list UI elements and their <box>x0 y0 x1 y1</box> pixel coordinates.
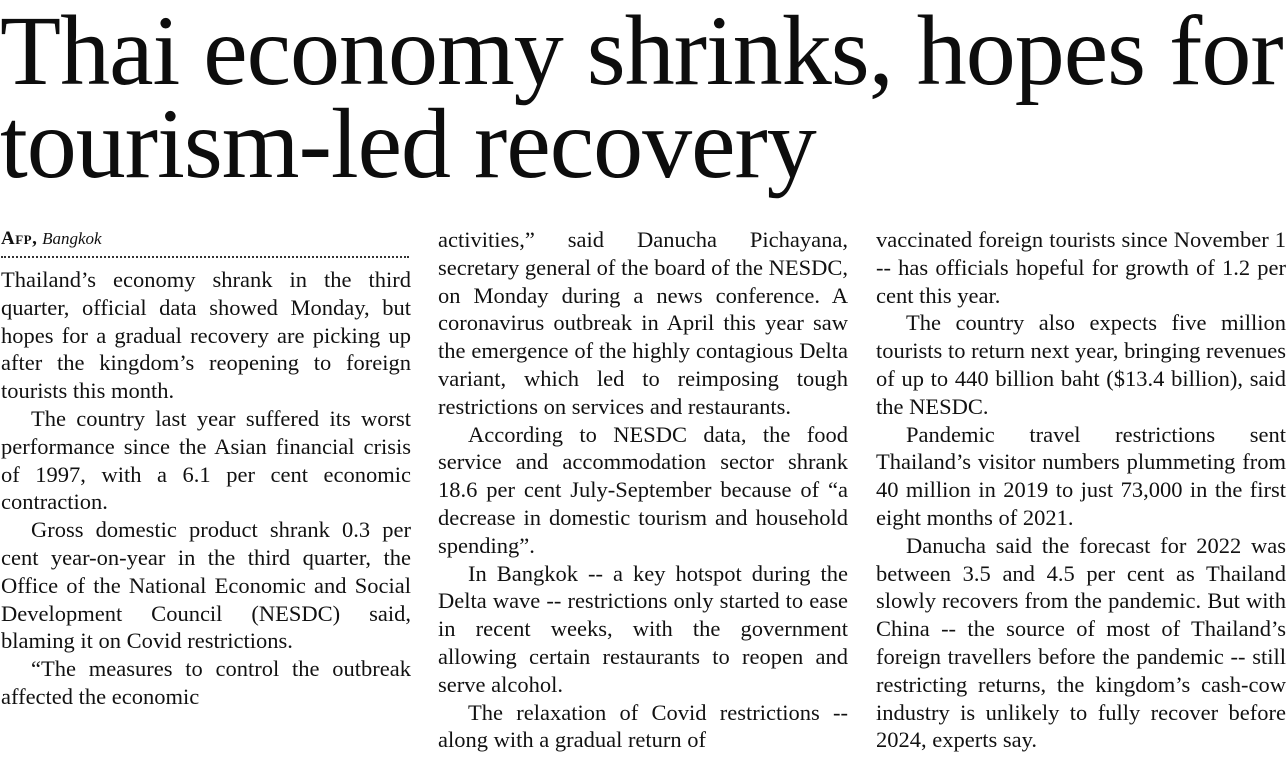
byline-agency: Afp, <box>1 228 38 249</box>
headline: Thai economy shrinks, hopes for tourism-led recovery <box>0 0 1283 199</box>
paragraph: The country also expects five million tourists to return next year, bringing revenues of up to 440 billion baht ($13.4 billion), said the NESDC. <box>876 310 1286 419</box>
article-column-1 <box>1 226 411 711</box>
paragraph: activities,” said Danucha Pichayana, secretary general of the board of the NESDC, on Monday during a news conference. A coronavirus outbreak in April this year saw the emergence of the highly contagious Delta variant, which led to reimposing tough restrictions on services and restaurants. <box>438 227 848 419</box>
paragraph: “The measures to control the outbreak affected the economic <box>1 656 411 709</box>
byline <box>1 226 411 252</box>
paragraph: vaccinated foreign tourists since November 1 -- has officials hopeful for growth of 1.2 per cent this year. <box>876 227 1286 308</box>
paragraph: The relaxation of Covid restrictions -- along with a gradual return of <box>438 699 848 753</box>
paragraph: Pandemic travel restrictions sent Thailand’s visitor numbers plummeting from 40 million in 2019 to just 73,000 in the first eight months of 2021. <box>876 421 1286 530</box>
paragraph: Gross domestic product shrank 0.3 per cent year-on-year in the third quarter, the Office of the National Economic and Social Development Council (NESDC) said, blaming it on Covid restrictions. <box>1 517 411 654</box>
article-column-3 <box>876 226 1286 754</box>
paragraph: Danucha said the forecast for 2022 was between 3.5 and 4.5 per cent as Thailand slowly recovers from the pandemic. But with China -- the source of most of Thailand’s foreign travellers before the pandemic -- still restricting returns, the kingdom’s cash-cow industry is unlikely to fully recover before 2024, experts say. <box>876 532 1286 753</box>
article-column-2 <box>438 226 848 754</box>
byline-place: Bangkok <box>42 229 102 248</box>
paragraph: According to NESDC data, the food service and accommodation sector shrank 18.6 per cent July-September because of “a decrease in domestic tourism and household spending”. <box>438 421 848 558</box>
paragraph: In Bangkok -- a key hotspot during the Delta wave -- restrictions only started to ease in recent weeks, with the government allowing certain restaurants to reopen and serve alcohol. <box>438 560 848 697</box>
paragraph: Thailand’s economy shrank in the third quarter, official data showed Monday, but hopes for a gradual recovery are picking up after the kingdom’s reopening to foreign tourists this month. <box>1 267 411 404</box>
byline-divider <box>1 256 409 258</box>
paragraph: The country last year suffered its worst performance since the Asian financial crisis of 1997, with a 6.1 per cent economic contraction. <box>1 405 411 515</box>
